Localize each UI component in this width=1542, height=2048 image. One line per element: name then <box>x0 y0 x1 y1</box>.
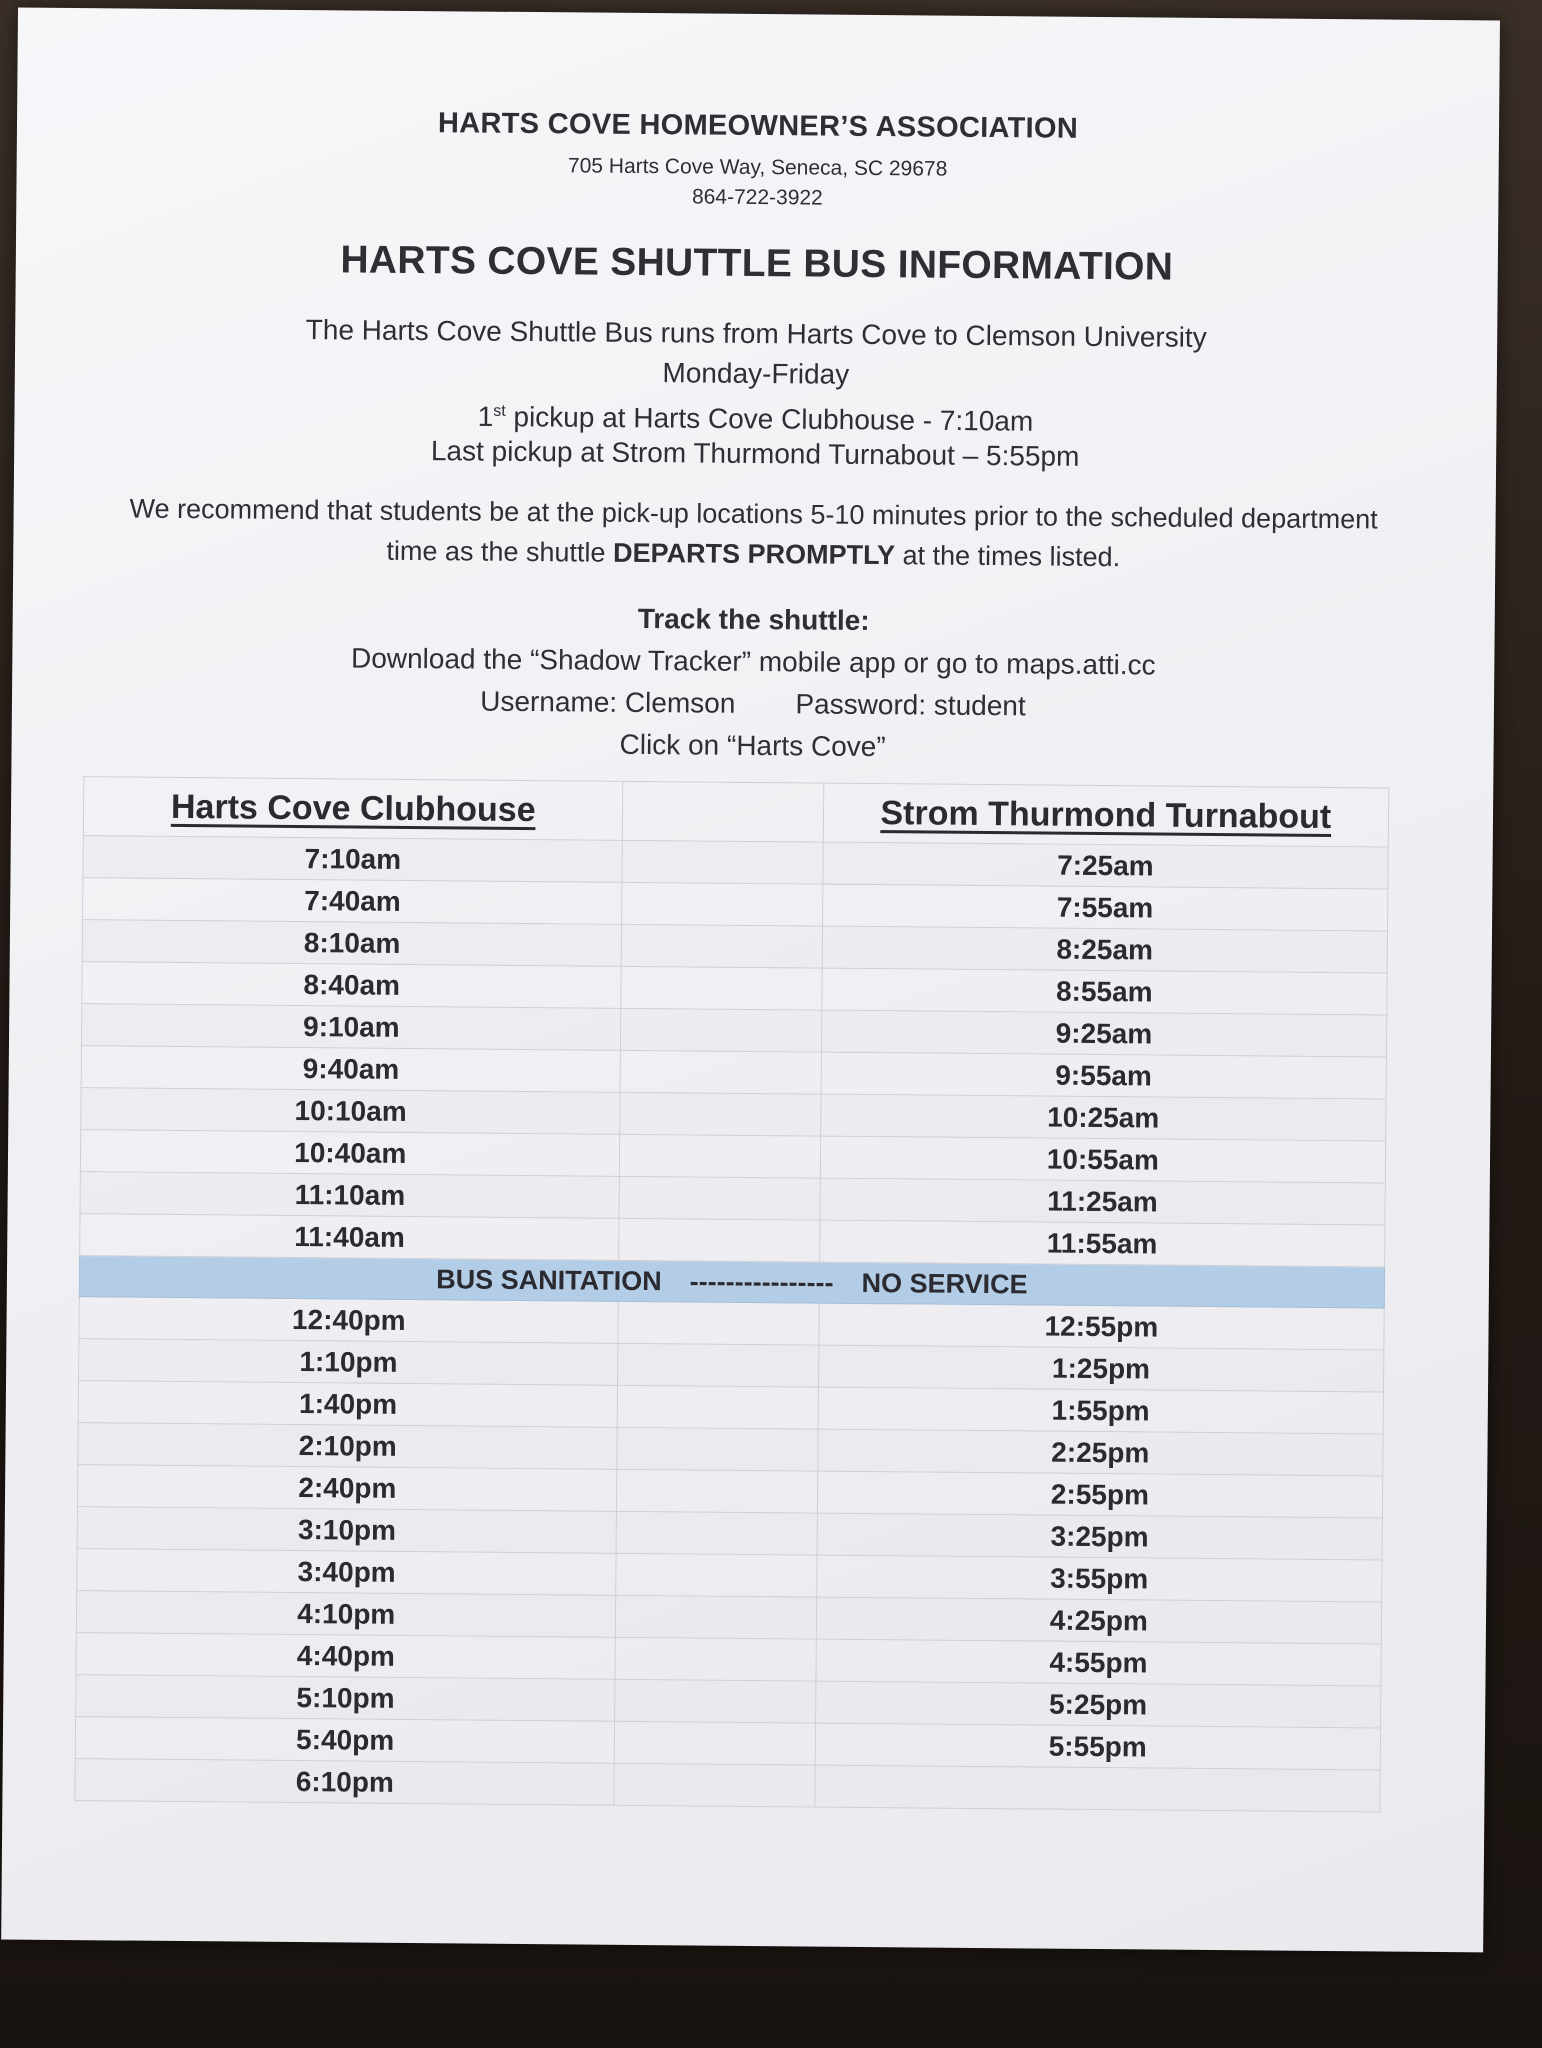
tracking-username: Username: Clemson <box>480 685 736 719</box>
clubhouse-time: 3:10pm <box>77 1507 617 1554</box>
first-pickup-text: pickup at Harts Cove Clubhouse - 7:10am <box>505 401 1034 437</box>
clubhouse-time: 2:10pm <box>78 1423 618 1470</box>
clubhouse-time: 12:40pm <box>79 1297 619 1344</box>
turnabout-time: 2:25pm <box>817 1429 1383 1476</box>
tracking-password: Password: student <box>795 688 1026 722</box>
spacer-cell <box>621 1050 822 1094</box>
clubhouse-time: 8:40am <box>82 962 622 1009</box>
clubhouse-time: 5:10pm <box>76 1675 616 1722</box>
intro-days-line: Monday-Friday <box>662 357 850 390</box>
turnabout-time: 7:25am <box>823 842 1389 889</box>
turnabout-time: 8:25am <box>822 926 1388 973</box>
association-name: HARTS COVE HOMEOWNER’S ASSOCIATION <box>437 107 1079 145</box>
spacer-cell <box>622 840 823 884</box>
flyer-paper <box>1 8 1500 1953</box>
clubhouse-time: 9:40am <box>81 1046 621 1093</box>
clubhouse-time: 4:10pm <box>76 1591 616 1638</box>
spacer-cell <box>620 1092 821 1136</box>
break-dashes: ---------------- <box>689 1265 834 1298</box>
spacer-cell <box>614 1763 815 1807</box>
turnabout-time: 4:25pm <box>816 1597 1382 1644</box>
first-pickup-suffix: st <box>493 402 506 420</box>
clubhouse-time: 8:10am <box>82 920 622 967</box>
spacer-cell <box>618 1385 819 1429</box>
spacer-cell <box>618 1301 819 1345</box>
turnabout-time: 1:55pm <box>818 1387 1384 1434</box>
turnabout-time: 3:55pm <box>816 1555 1382 1602</box>
spacer-cell <box>615 1721 816 1765</box>
intro-route-line: The Harts Cove Shuttle Bus runs from Harts Cove to Clemson University <box>305 314 1207 353</box>
spacer-cell <box>616 1595 817 1639</box>
clubhouse-time: 9:10am <box>81 1004 621 1051</box>
turnabout-time: 10:25am <box>820 1094 1386 1141</box>
spacer-cell <box>620 1134 821 1178</box>
turnabout-time <box>814 1765 1380 1812</box>
turnabout-time: 3:25pm <box>817 1513 1383 1560</box>
spacer-cell <box>619 1176 820 1220</box>
turnabout-time: 10:55am <box>820 1136 1386 1183</box>
turnabout-time: 9:55am <box>821 1052 1387 1099</box>
clubhouse-time: 10:10am <box>81 1088 621 1135</box>
clubhouse-time: 1:10pm <box>79 1339 619 1386</box>
bus-sanitation-label: BUS SANITATION <box>436 1263 662 1296</box>
clubhouse-time: 11:10am <box>80 1172 620 1219</box>
spacer-cell <box>617 1427 818 1471</box>
association-phone: 864-722-3922 <box>691 185 823 210</box>
turnabout-time: 8:55am <box>821 968 1387 1015</box>
recommend-emphasis: DEPARTS PROMPTLY <box>612 537 896 571</box>
clubhouse-time: 2:40pm <box>77 1465 617 1512</box>
recommend-text-after: at the times listed. <box>894 540 1121 573</box>
turnabout-time: 4:55pm <box>816 1639 1382 1686</box>
tracking-info <box>11 593 1494 774</box>
header-spacer <box>623 781 824 842</box>
clubhouse-time: 4:40pm <box>76 1633 616 1680</box>
intro-last-pickup-line: Last pickup at Strom Thurmond Turnabout – 5:55pm <box>430 435 1080 472</box>
schedule-body <box>75 777 1389 1812</box>
spacer-cell <box>621 966 822 1010</box>
turnabout-time: 9:25am <box>821 1010 1387 1057</box>
turnabout-time: 12:55pm <box>819 1303 1385 1350</box>
spacer-cell <box>619 1218 820 1262</box>
spacer-cell <box>622 882 823 926</box>
spacer-cell <box>616 1553 817 1597</box>
clubhouse-time: 1:40pm <box>78 1381 618 1428</box>
clubhouse-time: 11:40am <box>80 1214 620 1261</box>
turnabout-time: 5:55pm <box>815 1723 1381 1770</box>
no-service-label: NO SERVICE <box>861 1267 1028 1299</box>
tracking-heading: Track the shuttle: <box>637 602 870 636</box>
recommend-text-before: We recommend that students be at the pick-up locations 5-10 minutes prior to the scheduled department time as the shuttle <box>129 493 1378 568</box>
spacer-cell <box>621 1008 822 1052</box>
header-strom-thurmond-turnabout: Strom Thurmond Turnabout <box>823 783 1389 847</box>
turnabout-time: 11:25am <box>820 1178 1386 1225</box>
turnabout-time: 11:55am <box>819 1220 1385 1267</box>
intro-block <box>14 308 1497 481</box>
turnabout-time: 2:55pm <box>817 1471 1383 1518</box>
clubhouse-time: 5:40pm <box>75 1717 615 1764</box>
tracking-download-line: Download the “Shadow Tracker” mobile app or go to maps.atti.cc <box>350 642 1156 681</box>
clubhouse-time: 7:40am <box>83 878 623 925</box>
spacer-cell <box>618 1343 819 1387</box>
break-content <box>80 1261 1384 1303</box>
header-harts-cove-clubhouse: Harts Cove Clubhouse <box>83 777 623 841</box>
clubhouse-time: 6:10pm <box>75 1759 615 1806</box>
turnabout-time: 7:55am <box>822 884 1388 931</box>
first-pickup-ordinal: 1 <box>477 400 494 433</box>
shuttle-schedule-table <box>74 776 1389 1812</box>
spacer-cell <box>617 1469 818 1513</box>
clubhouse-time: 10:40am <box>80 1130 620 1177</box>
association-address: 705 Harts Cove Way, Seneca, SC 29678 <box>567 154 948 181</box>
spacer-cell <box>617 1511 818 1555</box>
turnabout-time: 1:25pm <box>818 1345 1384 1392</box>
spacer-cell <box>615 1679 816 1723</box>
clubhouse-time: 3:40pm <box>77 1549 617 1596</box>
page-title: HARTS COVE SHUTTLE BUS INFORMATION <box>340 238 1174 289</box>
tracking-click-line: Click on “Harts Cove” <box>619 728 886 763</box>
spacer-cell <box>615 1637 816 1681</box>
recommendation-paragraph <box>103 488 1404 579</box>
turnabout-time: 5:25pm <box>815 1681 1381 1728</box>
spacer-cell <box>622 924 823 968</box>
clubhouse-time: 7:10am <box>83 836 623 883</box>
